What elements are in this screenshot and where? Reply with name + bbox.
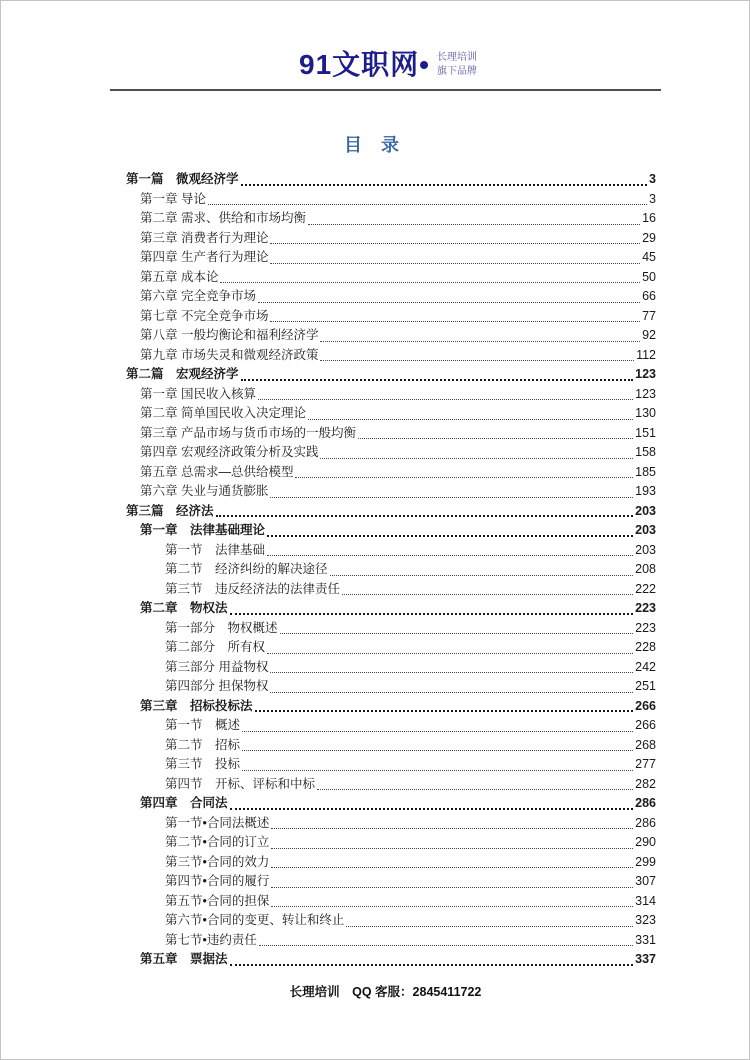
- toc-page-number: 29: [642, 230, 656, 245]
- toc-dot-leader: [240, 716, 635, 736]
- toc-entry-title: 第三节 违反经济法的法律责任: [165, 581, 341, 596]
- toc-entry: [126, 326, 656, 346]
- toc-entry: [126, 853, 656, 873]
- brand-logo: 91文职网•: [299, 49, 430, 80]
- page-footer: 长理培训 QQ 客服：2845411722: [289, 985, 482, 999]
- toc-dot-leader: [269, 833, 635, 853]
- toc-entry: [126, 521, 656, 541]
- toc-entry: [126, 443, 656, 463]
- toc-page-number: 323: [635, 913, 656, 927]
- toc-entry-title: 第五章 成本论: [140, 269, 219, 284]
- toc-page-number: 331: [635, 932, 656, 947]
- toc-page-number: 228: [635, 640, 656, 654]
- toc-entry: [126, 736, 656, 756]
- toc-page-number: 314: [635, 893, 656, 908]
- toc-entry: [126, 365, 656, 385]
- toc-page-number: 130: [635, 406, 656, 420]
- toc-entry: [126, 755, 656, 775]
- toc-dot-leader: [293, 463, 635, 483]
- toc-entry-title: 第三章 产品市场与货币市场的一般均衡: [140, 425, 356, 440]
- toc-entry-title: 第二篇 宏观经济学: [126, 367, 239, 381]
- toc-entry-title: 第二章 需求、供给和市场均衡: [140, 211, 306, 225]
- toc-page-number: 185: [635, 464, 656, 479]
- toc-page-number: 193: [635, 484, 656, 498]
- toc-dot-leader: [256, 385, 635, 405]
- toc-entry: [126, 560, 656, 580]
- toc-entry-title: 第五章 票据法: [140, 952, 228, 966]
- toc-dot-leader: [328, 560, 636, 580]
- toc-dot-leader: [268, 677, 635, 697]
- toc-dot-leader: [228, 950, 636, 970]
- toc-entry-title: 第四节•合同的履行: [165, 874, 270, 888]
- toc-entry-title: 第三章 消费者行为理论: [140, 230, 269, 245]
- toc-entry: [126, 346, 656, 366]
- header-divider: [110, 89, 661, 91]
- toc-entry-title: 第四章 合同法: [140, 796, 228, 810]
- toc-page-number: 222: [635, 581, 656, 596]
- toc-entry: [126, 541, 656, 561]
- toc-entry-title: 第三章 招标投标法: [140, 698, 253, 713]
- toc-entry: [126, 248, 656, 268]
- toc-entry: [126, 385, 656, 405]
- toc-entry-title: 第六章 完全竞争市场: [140, 289, 256, 303]
- toc-entry: [126, 502, 656, 522]
- toc-dot-leader: [256, 287, 642, 307]
- toc-dot-leader: [228, 599, 636, 619]
- toc-page-number: 242: [635, 659, 656, 674]
- toc-entry-title: 第一节•合同法概述: [165, 815, 270, 830]
- brand-tagline-line1: 长理培训: [436, 52, 477, 63]
- toc-entry-title: 第一章 导论: [140, 191, 206, 206]
- toc-entry: [126, 638, 656, 658]
- toc-entry-title: 第二部分 所有权: [165, 640, 266, 654]
- toc-dot-leader: [253, 697, 636, 717]
- toc-dot-leader: [340, 580, 635, 600]
- toc-entry-title: 第二章 物权法: [140, 601, 228, 615]
- toc-entry: [126, 892, 656, 912]
- toc-page-number: 203: [635, 503, 656, 518]
- toc-page-number: 112: [636, 347, 656, 362]
- toc-page-number: 123: [635, 367, 656, 381]
- toc-page-number: 223: [635, 601, 656, 615]
- toc-entry-title: 第二章 简单国民收入决定理论: [140, 406, 306, 420]
- toc-entry: [126, 463, 656, 483]
- toc-list: [126, 170, 656, 970]
- toc-entry: [126, 307, 656, 327]
- toc-dot-leader: [318, 346, 636, 366]
- toc-dot-leader: [269, 814, 635, 834]
- toc-entry-title: 第五节•合同的担保: [165, 893, 270, 908]
- brand-block: [1, 51, 749, 79]
- toc-dot-leader: [268, 307, 642, 327]
- toc-entry-title: 第一章 法律基础理论: [140, 523, 266, 537]
- toc-dot-leader: [268, 658, 635, 678]
- toc-page-number: 337: [635, 952, 656, 966]
- toc-dot-leader: [306, 404, 635, 424]
- toc-entry: [126, 229, 656, 249]
- toc-page-number: 251: [635, 679, 656, 693]
- toc-page-number: 3: [649, 191, 656, 206]
- toc-dot-leader: [257, 931, 635, 951]
- toc-entry: [126, 931, 656, 951]
- toc-entry-title: 第六章 失业与通货膨胀: [140, 484, 269, 498]
- toc-dot-leader: [239, 365, 636, 385]
- toc-dot-leader: [218, 268, 642, 288]
- toc-page-number: 286: [635, 796, 656, 810]
- toc-entry: [126, 911, 656, 931]
- toc-page-number: 268: [635, 737, 656, 752]
- toc-dot-leader: [278, 619, 636, 639]
- toc-entry: [126, 716, 656, 736]
- toc-entry-title: 第一节 概述: [165, 718, 241, 732]
- toc-entry: [126, 950, 656, 970]
- toc-dot-leader: [268, 248, 642, 268]
- toc-entry-title: 第一篇 微观经济学: [126, 172, 239, 186]
- toc-entry-title: 第三部分 用益物权: [165, 659, 269, 674]
- toc-page-number: 151: [635, 425, 656, 440]
- toc-entry-title: 第四章 宏观经济政策分析及实践: [140, 445, 319, 459]
- toc-page-number: 45: [642, 250, 656, 264]
- toc-page-number: 92: [642, 328, 656, 342]
- toc-dot-leader: [268, 482, 635, 502]
- toc-entry: [126, 775, 656, 795]
- toc-page-number: 286: [635, 815, 656, 830]
- toc-entry-title: 第八章 一般均衡论和福利经济学: [140, 328, 319, 342]
- toc-entry-title: 第三节 投标: [165, 757, 241, 771]
- toc-page-number: 223: [635, 620, 656, 635]
- toc-page-number: 282: [635, 776, 656, 791]
- toc-page-number: 158: [635, 445, 656, 459]
- toc-dot-leader: [228, 794, 636, 814]
- brand-tagline-line2: 旗下品牌: [436, 66, 477, 77]
- toc-entry: [126, 872, 656, 892]
- toc-dot-leader: [214, 502, 636, 522]
- toc-page-number: 77: [642, 308, 656, 323]
- toc-entry: [126, 599, 656, 619]
- toc-entry-title: 第三篇 经济法: [126, 503, 214, 518]
- toc-dot-leader: [265, 521, 635, 541]
- toc-entry-title: 第七节•违约责任: [165, 932, 257, 947]
- toc-page-number: 208: [635, 562, 656, 576]
- toc-page-number: 290: [635, 835, 656, 849]
- toc-dot-leader: [206, 190, 649, 210]
- toc-dot-leader: [265, 638, 635, 658]
- toc-entry-title: 第一节 法律基础: [165, 542, 266, 557]
- toc-entry: [126, 580, 656, 600]
- toc-page-number: 3: [649, 172, 656, 186]
- toc-entry-title: 第一部分 物权概述: [165, 620, 278, 635]
- toc-dot-leader: [318, 443, 635, 463]
- toc-entry-title: 第二节 经济纠纷的解决途径: [165, 562, 328, 576]
- toc-entry: [126, 677, 656, 697]
- toc-entry-title: 第三节•合同的效力: [165, 854, 270, 869]
- toc-entry-title: 第四部分 担保物权: [165, 679, 269, 693]
- toc-entry: [126, 424, 656, 444]
- toc-dot-leader: [239, 170, 650, 190]
- toc-dot-leader: [269, 872, 635, 892]
- toc-entry: [126, 697, 656, 717]
- toc-entry: [126, 170, 656, 190]
- toc-dot-leader: [315, 775, 635, 795]
- toc-dot-leader: [269, 853, 635, 873]
- toc-entry-title: 第七章 不完全竞争市场: [140, 308, 269, 323]
- toc-entry-title: 第四节 开标、评标和中标: [165, 776, 316, 791]
- toc-page-number: 266: [635, 718, 656, 732]
- toc-entry: [126, 814, 656, 834]
- toc-entry: [126, 794, 656, 814]
- toc-entry-title: 第六节•合同的变更、转让和终止: [165, 913, 345, 927]
- toc-page-number: 277: [635, 757, 656, 771]
- page-header: [1, 1, 749, 91]
- toc-page-number: 203: [635, 542, 656, 557]
- toc-entry: [126, 268, 656, 288]
- toc-page-number: 66: [642, 289, 656, 303]
- toc-entry-title: 第五章 总需求—总供给模型: [140, 464, 294, 479]
- toc-page-number: 299: [635, 854, 656, 869]
- toc-page-number: 123: [635, 386, 656, 401]
- toc-entry: [126, 404, 656, 424]
- toc-dot-leader: [240, 755, 635, 775]
- toc-dot-leader: [356, 424, 635, 444]
- toc-entry: [126, 287, 656, 307]
- brand-tagline: [437, 51, 477, 79]
- toc-page-number: 50: [642, 269, 656, 284]
- toc-page-number: 307: [635, 874, 656, 888]
- toc-dot-leader: [240, 736, 635, 756]
- toc-entry-title: 第四章 生产者行为理论: [140, 250, 269, 264]
- toc-dot-leader: [269, 892, 635, 912]
- toc-dot-leader: [306, 209, 642, 229]
- toc-dot-leader: [318, 326, 642, 346]
- toc-page-number: 266: [635, 698, 656, 713]
- toc-dot-leader: [265, 541, 635, 561]
- toc-entry: [126, 209, 656, 229]
- toc-entry-title: 第二节 招标: [165, 737, 241, 752]
- toc-entry: [126, 658, 656, 678]
- toc-dot-leader: [344, 911, 635, 931]
- toc-page-number: 203: [635, 523, 656, 537]
- toc-entry: [126, 833, 656, 853]
- toc-entry-title: 第一章 国民收入核算: [140, 386, 256, 401]
- toc-entry: [126, 619, 656, 639]
- toc-entry-title: 第二节•合同的订立: [165, 835, 270, 849]
- toc-entry-title: 第九章 市场失灵和微观经济政策: [140, 347, 319, 362]
- toc-entry: [126, 190, 656, 210]
- toc-page-number: 16: [642, 211, 656, 225]
- toc-entry: [126, 482, 656, 502]
- toc-dot-leader: [268, 229, 642, 249]
- page-title: 目 录: [343, 135, 406, 155]
